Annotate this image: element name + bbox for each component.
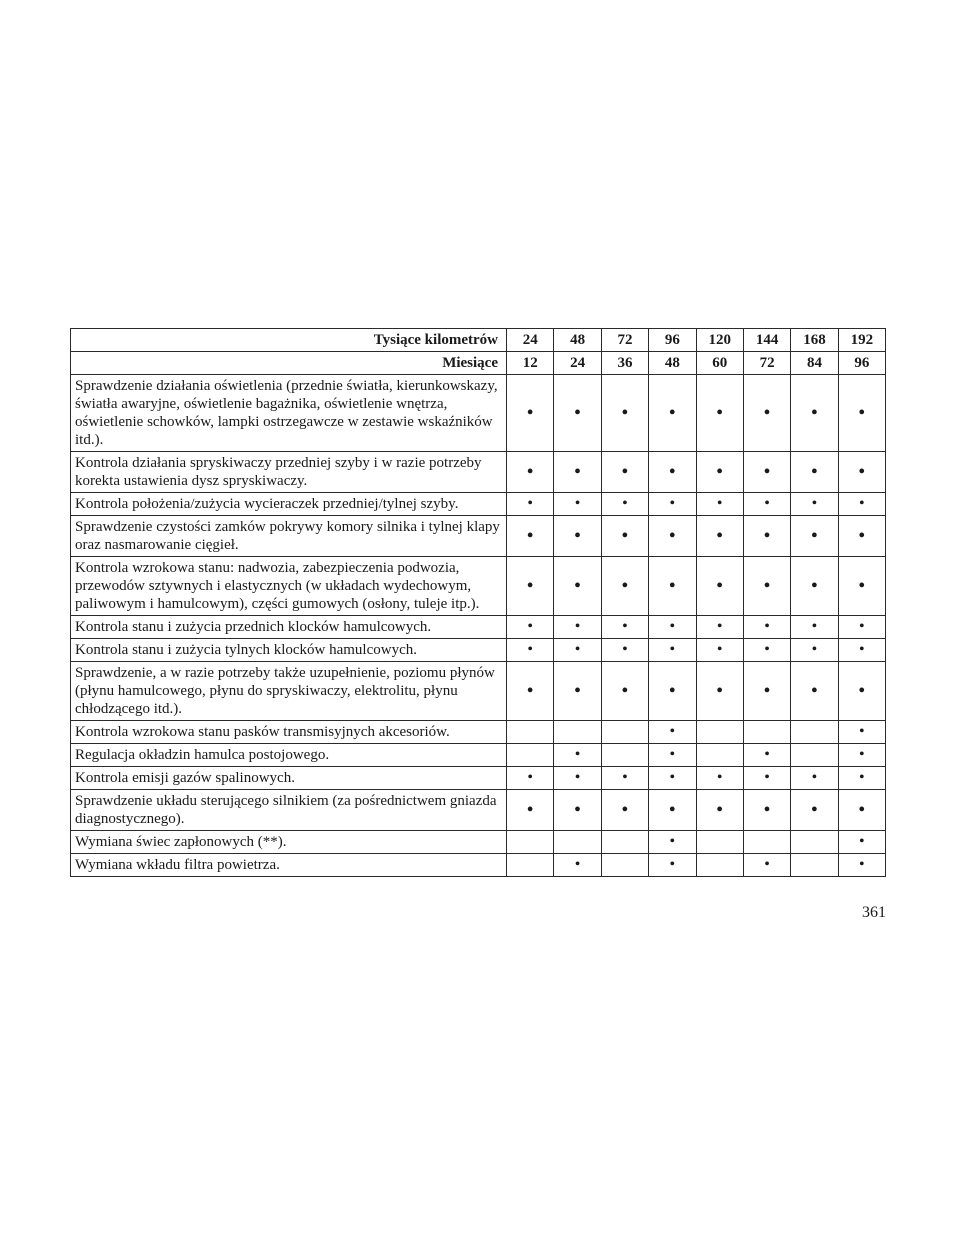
schedule-mark: • — [601, 662, 648, 721]
header-value: 192 — [838, 329, 885, 352]
header-value: 168 — [791, 329, 838, 352]
schedule-mark: • — [507, 516, 554, 557]
schedule-mark: • — [554, 375, 601, 452]
schedule-mark: • — [838, 662, 885, 721]
schedule-mark: • — [554, 493, 601, 516]
table-row — [71, 831, 886, 854]
schedule-mark: • — [649, 721, 696, 744]
header-value: 24 — [554, 352, 601, 375]
schedule-mark: • — [649, 639, 696, 662]
schedule-mark: • — [838, 452, 885, 493]
schedule-mark: • — [554, 452, 601, 493]
schedule-mark — [791, 831, 838, 854]
schedule-mark: • — [601, 639, 648, 662]
schedule-mark: • — [743, 452, 790, 493]
schedule-mark: • — [838, 767, 885, 790]
table-row — [71, 854, 886, 877]
schedule-mark: • — [507, 452, 554, 493]
schedule-mark: • — [554, 557, 601, 616]
schedule-mark: • — [696, 452, 743, 493]
header-value: 72 — [743, 352, 790, 375]
table-row — [71, 493, 886, 516]
header-value: 120 — [696, 329, 743, 352]
table-row — [71, 721, 886, 744]
schedule-mark — [743, 721, 790, 744]
schedule-mark: • — [696, 493, 743, 516]
schedule-mark: • — [601, 516, 648, 557]
maintenance-item-text: Kontrola położenia/zużycia wycieraczek przedniej/tylnej szyby. — [71, 493, 507, 516]
header-row-months — [71, 352, 886, 375]
schedule-mark: • — [838, 516, 885, 557]
schedule-mark: • — [743, 790, 790, 831]
schedule-mark: • — [649, 557, 696, 616]
schedule-mark — [507, 854, 554, 877]
table-row — [71, 375, 886, 452]
schedule-mark: • — [649, 854, 696, 877]
header-value: 36 — [601, 352, 648, 375]
maintenance-schedule-table — [70, 328, 886, 877]
schedule-mark: • — [649, 744, 696, 767]
schedule-mark: • — [696, 639, 743, 662]
table-row — [71, 557, 886, 616]
schedule-mark: • — [507, 767, 554, 790]
schedule-mark: • — [838, 493, 885, 516]
schedule-mark — [554, 721, 601, 744]
table-row — [71, 516, 886, 557]
maintenance-item-text: Kontrola stanu i zużycia przednich klocków hamulcowych. — [71, 616, 507, 639]
schedule-mark — [507, 721, 554, 744]
schedule-mark: • — [791, 639, 838, 662]
schedule-mark: • — [743, 516, 790, 557]
maintenance-item-text: Wymiana wkładu filtra powietrza. — [71, 854, 507, 877]
schedule-mark: • — [554, 854, 601, 877]
table-row — [71, 639, 886, 662]
schedule-mark: • — [838, 557, 885, 616]
schedule-mark: • — [743, 854, 790, 877]
table-row — [71, 790, 886, 831]
table-row — [71, 744, 886, 767]
schedule-mark — [743, 831, 790, 854]
schedule-mark — [507, 831, 554, 854]
schedule-mark — [791, 854, 838, 877]
schedule-mark: • — [507, 790, 554, 831]
page-number: 361 — [862, 904, 886, 921]
schedule-mark: • — [743, 662, 790, 721]
header-value: 48 — [554, 329, 601, 352]
schedule-mark: • — [649, 790, 696, 831]
schedule-mark: • — [696, 375, 743, 452]
schedule-mark: • — [791, 662, 838, 721]
schedule-mark: • — [743, 557, 790, 616]
maintenance-table-body — [71, 329, 886, 877]
schedule-mark — [507, 744, 554, 767]
schedule-mark: • — [649, 831, 696, 854]
schedule-mark: • — [649, 452, 696, 493]
schedule-mark: • — [649, 616, 696, 639]
header-value: 72 — [601, 329, 648, 352]
schedule-mark: • — [791, 493, 838, 516]
schedule-mark: • — [649, 767, 696, 790]
schedule-mark — [554, 831, 601, 854]
schedule-mark: • — [791, 557, 838, 616]
schedule-mark — [696, 854, 743, 877]
maintenance-item-text: Wymiana świec zapłonowych (**). — [71, 831, 507, 854]
schedule-mark — [696, 744, 743, 767]
schedule-mark: • — [601, 790, 648, 831]
schedule-mark: • — [743, 616, 790, 639]
maintenance-item-text: Kontrola działania spryskiwaczy przedniej szyby i w razie potrzeby korekta ustawienia dysz spryskiwaczy. — [71, 452, 507, 493]
header-value: 60 — [696, 352, 743, 375]
schedule-mark: • — [554, 790, 601, 831]
schedule-mark: • — [696, 662, 743, 721]
schedule-mark: • — [838, 790, 885, 831]
table-row — [71, 452, 886, 493]
maintenance-item-text: Sprawdzenie działania oświetlenia (przednie światła, kierunkowskazy, światła awaryjne, oświetlenie bagażnika, oświetlenie wnętrza, oświetlenie schowków, lampki ostrzegawcze w zestawie wskaźników itd.). — [71, 375, 507, 452]
schedule-mark — [696, 721, 743, 744]
header-value: 96 — [649, 329, 696, 352]
maintenance-item-text: Regulacja okładzin hamulca postojowego. — [71, 744, 507, 767]
header-label: Tysiące kilometrów — [71, 329, 507, 352]
schedule-mark: • — [696, 767, 743, 790]
schedule-mark: • — [601, 375, 648, 452]
header-value: 12 — [507, 352, 554, 375]
header-value: 84 — [791, 352, 838, 375]
maintenance-item-text: Kontrola emisji gazów spalinowych. — [71, 767, 507, 790]
schedule-mark: • — [743, 744, 790, 767]
schedule-mark: • — [743, 639, 790, 662]
schedule-mark: • — [507, 639, 554, 662]
schedule-mark: • — [743, 767, 790, 790]
table-row — [71, 767, 886, 790]
schedule-mark: • — [554, 662, 601, 721]
schedule-mark: • — [507, 662, 554, 721]
schedule-mark — [791, 721, 838, 744]
maintenance-item-text: Sprawdzenie czystości zamków pokrywy komory silnika i tylnej klapy oraz nasmarowanie cięgieł. — [71, 516, 507, 557]
schedule-mark: • — [554, 639, 601, 662]
schedule-mark — [601, 744, 648, 767]
schedule-mark: • — [649, 662, 696, 721]
schedule-mark: • — [743, 375, 790, 452]
schedule-mark: • — [507, 493, 554, 516]
schedule-mark: • — [601, 767, 648, 790]
schedule-mark: • — [838, 721, 885, 744]
schedule-mark: • — [554, 516, 601, 557]
schedule-mark: • — [554, 616, 601, 639]
schedule-mark: • — [696, 790, 743, 831]
schedule-mark — [601, 831, 648, 854]
maintenance-item-text: Kontrola wzrokowa stanu: nadwozia, zabezpieczenia podwozia, przewodów sztywnych i elastycznych (w układach wydechowym, paliwowym i hamulcowym), części gumowych (osłony, tuleje itp.). — [71, 557, 507, 616]
schedule-mark: • — [696, 616, 743, 639]
header-label: Miesiące — [71, 352, 507, 375]
maintenance-item-text: Sprawdzenie układu sterującego silnikiem (za pośrednictwem gniazda diagnostycznego). — [71, 790, 507, 831]
schedule-mark: • — [601, 557, 648, 616]
schedule-mark: • — [791, 790, 838, 831]
schedule-mark: • — [838, 639, 885, 662]
schedule-mark: • — [838, 375, 885, 452]
schedule-mark: • — [743, 493, 790, 516]
schedule-mark: • — [601, 616, 648, 639]
header-value: 96 — [838, 352, 885, 375]
schedule-mark: • — [554, 744, 601, 767]
schedule-mark: • — [507, 557, 554, 616]
schedule-mark: • — [838, 616, 885, 639]
table-row — [71, 616, 886, 639]
maintenance-item-text: Kontrola wzrokowa stanu pasków transmisyjnych akcesoriów. — [71, 721, 507, 744]
schedule-mark: • — [601, 452, 648, 493]
schedule-mark — [601, 854, 648, 877]
schedule-mark — [791, 744, 838, 767]
maintenance-item-text: Kontrola stanu i zużycia tylnych klocków hamulcowych. — [71, 639, 507, 662]
schedule-mark: • — [791, 375, 838, 452]
schedule-mark — [696, 831, 743, 854]
schedule-mark: • — [791, 616, 838, 639]
header-row-kilometers — [71, 329, 886, 352]
schedule-mark — [601, 721, 648, 744]
schedule-mark: • — [791, 452, 838, 493]
schedule-mark: • — [649, 516, 696, 557]
schedule-mark: • — [791, 767, 838, 790]
schedule-mark: • — [507, 616, 554, 639]
table-row — [71, 662, 886, 721]
schedule-mark: • — [696, 516, 743, 557]
header-value: 144 — [743, 329, 790, 352]
schedule-mark: • — [791, 516, 838, 557]
schedule-mark: • — [838, 854, 885, 877]
maintenance-item-text: Sprawdzenie, a w razie potrzeby także uzupełnienie, poziomu płynów (płynu hamulcowego, płynu do spryskiwaczy, elektrolitu, płynu chłodzącego itd.). — [71, 662, 507, 721]
header-value: 24 — [507, 329, 554, 352]
schedule-mark: • — [554, 767, 601, 790]
schedule-mark: • — [601, 493, 648, 516]
header-value: 48 — [649, 352, 696, 375]
schedule-mark: • — [838, 831, 885, 854]
schedule-mark: • — [649, 375, 696, 452]
schedule-mark: • — [696, 557, 743, 616]
schedule-mark: • — [507, 375, 554, 452]
schedule-mark: • — [649, 493, 696, 516]
schedule-mark: • — [838, 744, 885, 767]
